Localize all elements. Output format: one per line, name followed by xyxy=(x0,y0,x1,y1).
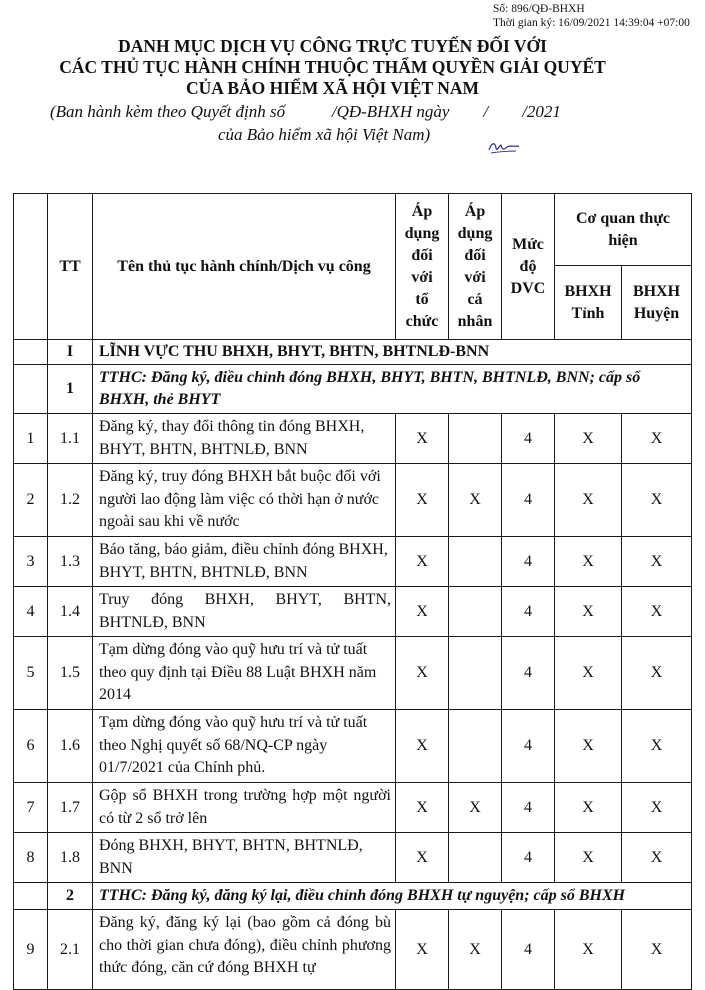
row-name: Gộp sổ BHXH trong trường hợp một người có từ 2 sổ trở lên xyxy=(93,783,396,833)
row-code: 1.2 xyxy=(48,464,93,537)
table-row xyxy=(14,637,692,710)
table-row xyxy=(14,910,692,990)
row-district: X xyxy=(622,587,692,637)
title-line-1: DANH MỤC DỊCH VỤ CÔNG TRỰC TUYẾN ĐỐI VỚI xyxy=(118,36,547,56)
row-code: 2.1 xyxy=(48,910,93,990)
row-province: X xyxy=(555,833,622,883)
row-province: X xyxy=(555,910,622,990)
row-level: 4 xyxy=(502,783,555,833)
row-no: 2 xyxy=(14,464,48,537)
row-name: Tạm dừng đóng vào quỹ hưu trí và tử tuất theo quy định tại Điều 88 Luật BHXH năm 2014 xyxy=(93,637,396,710)
row-code: 1.7 xyxy=(48,783,93,833)
table-row xyxy=(14,833,692,883)
row-name: Đóng BHXH, BHYT, BHTN, BHTNLĐ, BNN xyxy=(93,833,396,883)
row-district: X xyxy=(622,637,692,710)
group-title: TTHC: Đăng ký, điều chỉnh đóng BHXH, BHYT, BHTN, BHTNLĐ, BNN; cấp sổ BHXH, thẻ BHYT xyxy=(93,365,692,414)
row-no: 9 xyxy=(14,910,48,990)
row-level: 4 xyxy=(502,414,555,464)
row-level: 4 xyxy=(502,833,555,883)
row-individual: X xyxy=(449,464,502,537)
col-header-tt: TT xyxy=(48,194,93,340)
digital-signature-stamp xyxy=(493,2,705,30)
row-org: X xyxy=(396,587,449,637)
table-row xyxy=(14,587,692,637)
col-header-agency: Cơ quan thực hiện xyxy=(555,194,692,266)
row-name: Báo tăng, báo giảm, điều chỉnh đóng BHXH, BHYT, BHTN, BHTNLĐ, BNN xyxy=(93,537,396,587)
col-header-district: BHXH Huyện xyxy=(622,266,692,340)
row-level: 4 xyxy=(502,587,555,637)
stamp-signing-time: Thời gian ký: 16/09/2021 14:39:04 +07:00 xyxy=(493,17,690,29)
row-province: X xyxy=(555,414,622,464)
row-level: 4 xyxy=(502,464,555,537)
group-number: 1 xyxy=(48,365,93,414)
col-header-individual: Áp dụng đối với cá nhân xyxy=(449,194,502,340)
row-code: 1.1 xyxy=(48,414,93,464)
row-name: Truy đóng BHXH, BHYT, BHTN, BHTNLĐ, BNN xyxy=(93,587,396,637)
row-name: Tạm dừng đóng vào quỹ hưu trí và tử tuất theo Nghị quyết số 68/NQ-CP ngày 01/7/2021 của Chính phủ. xyxy=(93,710,396,783)
table-row xyxy=(14,710,692,783)
row-name: Đăng ký, đăng ký lại (bao gồm cả đóng bù cho thời gian chưa đóng), điều chỉnh phương thức đóng, căn cứ đóng BHXH tự xyxy=(93,910,396,990)
row-district: X xyxy=(622,833,692,883)
group-row xyxy=(14,365,692,414)
row-district: X xyxy=(622,710,692,783)
table-row xyxy=(14,783,692,833)
row-org: X xyxy=(396,710,449,783)
row-individual xyxy=(449,537,502,587)
row-code: 1.6 xyxy=(48,710,93,783)
row-individual xyxy=(449,833,502,883)
row-no: 5 xyxy=(14,637,48,710)
row-org: X xyxy=(396,833,449,883)
row-province: X xyxy=(555,783,622,833)
col-header-org: Áp dụng đối với tổ chức xyxy=(396,194,449,340)
row-level: 4 xyxy=(502,537,555,587)
row-individual: X xyxy=(449,910,502,990)
row-district: X xyxy=(622,414,692,464)
row-org: X xyxy=(396,783,449,833)
table-row xyxy=(14,464,692,537)
row-name: Đăng ký, thay đổi thông tin đóng BHXH, BHYT, BHTN, BHTNLĐ, BNN xyxy=(93,414,396,464)
group-number: 2 xyxy=(48,883,93,910)
row-individual xyxy=(449,414,502,464)
title-line-2: CÁC THỦ TỤC HÀNH CHÍNH THUỘC THẨM QUYỀN GIẢI QUYẾT xyxy=(59,57,606,77)
row-province: X xyxy=(555,710,622,783)
row-province: X xyxy=(555,637,622,710)
row-individual xyxy=(449,710,502,783)
subtitle-line-2: của Bảo hiểm xã hội Việt Nam) xyxy=(218,125,431,144)
row-no: 4 xyxy=(14,587,48,637)
row-individual xyxy=(449,637,502,710)
row-level: 4 xyxy=(502,710,555,783)
group-row xyxy=(14,883,692,910)
row-district: X xyxy=(622,910,692,990)
row-individual: X xyxy=(449,783,502,833)
row-code: 1.8 xyxy=(48,833,93,883)
row-org: X xyxy=(396,537,449,587)
table-header-row xyxy=(14,194,692,266)
row-code: 1.4 xyxy=(48,587,93,637)
title-line-3: CỦA BẢO HIỂM XÃ HỘI VIỆT NAM xyxy=(186,78,479,98)
row-org: X xyxy=(396,910,449,990)
row-no: 7 xyxy=(14,783,48,833)
row-district: X xyxy=(622,537,692,587)
row-org: X xyxy=(396,637,449,710)
col-header-level: Mức độ DVC xyxy=(502,194,555,340)
row-no: 8 xyxy=(14,833,48,883)
row-district: X xyxy=(622,464,692,537)
col-header-blank xyxy=(14,194,48,340)
section-title: LĨNH VỰC THU BHXH, BHYT, BHTN, BHTNLĐ-BNN xyxy=(93,340,692,365)
row-district: X xyxy=(622,783,692,833)
row-province: X xyxy=(555,587,622,637)
section-row xyxy=(14,340,692,365)
row-individual xyxy=(449,587,502,637)
subtitle-line-1: (Ban hành kèm theo Quyết định số /QĐ-BHXH ngày / /2021 xyxy=(50,102,561,121)
row-province: X xyxy=(555,464,622,537)
group-title: TTHC: Đăng ký, đăng ký lại, điều chỉnh đóng BHXH tự nguyện; cấp sổ BHXH xyxy=(93,883,692,910)
table-row xyxy=(14,414,692,464)
stamp-document-number: Số: 896/QĐ-BHXH xyxy=(493,3,585,15)
row-name: Đăng ký, truy đóng BHXH bắt buộc đối với người lao động làm việc có thời hạn ở nước ngoài sau khi về nước xyxy=(93,464,396,537)
row-province: X xyxy=(555,537,622,587)
col-header-province: BHXH Tỉnh xyxy=(555,266,622,340)
row-level: 4 xyxy=(502,637,555,710)
row-no: 6 xyxy=(14,710,48,783)
row-code: 1.3 xyxy=(48,537,93,587)
row-org: X xyxy=(396,464,449,537)
row-no: 1 xyxy=(14,414,48,464)
section-number: I xyxy=(48,340,93,365)
document-heading xyxy=(0,36,705,99)
signature-mark-icon xyxy=(486,136,522,158)
service-table xyxy=(13,193,692,990)
row-level: 4 xyxy=(502,910,555,990)
row-code: 1.5 xyxy=(48,637,93,710)
table-row xyxy=(14,537,692,587)
row-org: X xyxy=(396,414,449,464)
col-header-name: Tên thủ tục hành chính/Dịch vụ công xyxy=(93,194,396,340)
row-no: 3 xyxy=(14,537,48,587)
